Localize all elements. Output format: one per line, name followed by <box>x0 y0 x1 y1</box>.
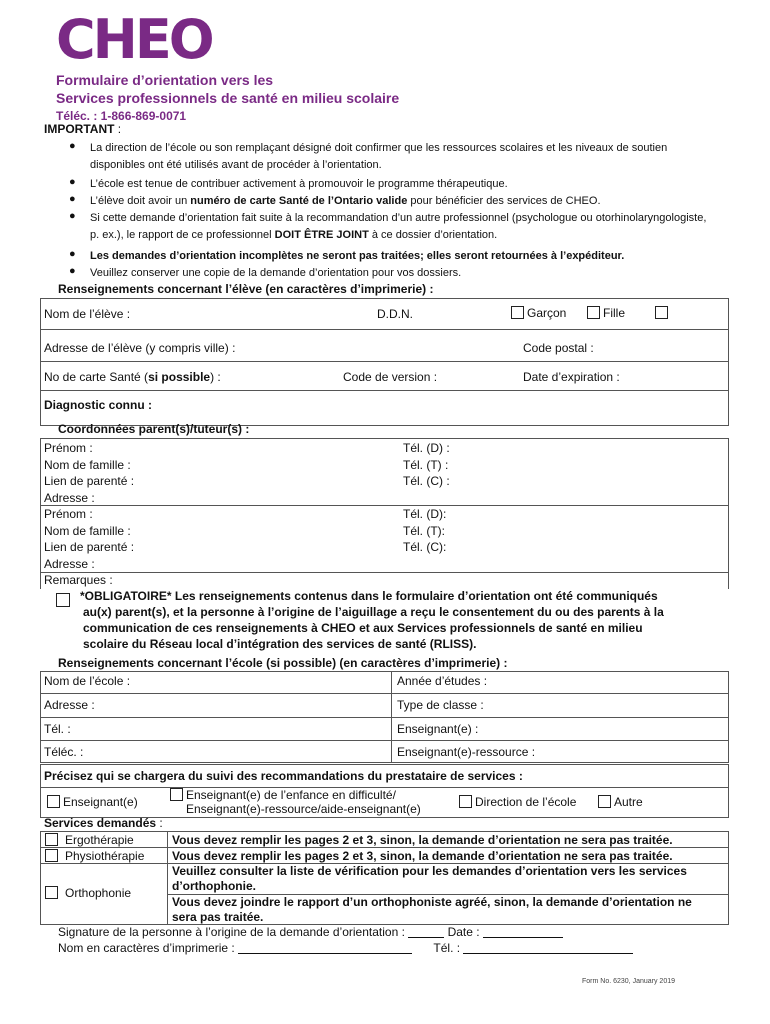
cheo-logo: CHEO <box>56 8 212 71</box>
followup-special-label2: Enseignant(e)-ressource/aide-enseignant(e) <box>186 802 421 816</box>
bullet-6: Veuillez conserver une copie de la demande d’orientation pour vos dossiers. <box>90 267 462 279</box>
student-heading: Renseignements concernant l’élève (en caractères d’imprimerie) : <box>58 282 434 296</box>
pt-label: Physiothérapie <box>65 849 145 863</box>
followup-principal-box[interactable] <box>459 795 472 808</box>
bullet-1: La direction de l’école ou son remplaçant désigné doit confirmer que les ressources scolaires et les niveaux de soutien disponibles ont été utilisés avant de procéder à l’orientation. <box>90 142 668 171</box>
girl-checkbox[interactable] <box>587 306 625 320</box>
signature-tel-label: Tél. : <box>433 941 461 955</box>
teacher-field[interactable]: Enseignant(e) : <box>397 722 479 736</box>
pt-note: Vous devez remplir les pages 2 et 3, sinon, la demande d’orientation ne sera pas traitée. <box>172 849 673 863</box>
consent-text: *OBLIGATOIRE* Les renseignements contenus dans le formulaire d’orientation ont été communiqués au(x) parent(s), et la personne à l’origine de l’aiguillage a reçu le consentement du ou des parents à la communication de ces renseignements à CHEO et aux Services professionnels de santé en milieu scolaire du Réseau local d’intégration des services de santé (RLISS). <box>80 589 664 651</box>
bullet-2: L’école est tenue de contribuer activement à promouvoir le programme thérapeutique. <box>90 178 508 190</box>
bullet-4: Si cette demande d’orientation fait suite à la recommandation d’un autre professionnel (psychologue ou otorhinolaryngologiste, p. ex.), le rapport de ce professionnel DOIT ÊTRE JOINT à ce dossier d’orientation. <box>90 212 707 241</box>
print-name-line <box>58 941 633 955</box>
form-number: Form No. 6230, January 2019 <box>582 978 675 985</box>
boy-label: Garçon <box>527 306 567 320</box>
parent2-fields[interactable]: Prénom : Nom de famille : Lien de parenté : Adresse : <box>44 507 135 571</box>
ot-note: Vous devez remplir les pages 2 et 3, sinon, la demande d’orientation ne sera pas traitée. <box>172 833 673 847</box>
school-heading: Renseignements concernant l’école (si possible) (en caractères d’imprimerie) : <box>58 656 508 670</box>
followup-other-label: Autre <box>614 795 643 809</box>
class-type-field[interactable]: Type de classe : <box>397 698 484 712</box>
signature-field[interactable] <box>408 925 444 938</box>
girl-label: Fille <box>603 306 626 320</box>
dob-field[interactable]: D.D.N. <box>377 307 413 321</box>
followup-teacher-option[interactable] <box>47 795 138 809</box>
slp-note1: Veuillez consulter la liste de vérification pour les demandes d’orientation vers les services d’orthophonie. <box>172 864 687 893</box>
consent-box[interactable] <box>56 593 70 607</box>
slp-label: Orthophonie <box>65 886 132 900</box>
ot-option[interactable] <box>45 833 134 847</box>
expiry-date-field[interactable]: Date d’expiration : <box>523 370 620 384</box>
school-address-field[interactable]: Adresse : <box>44 698 95 712</box>
followup-principal-option[interactable] <box>459 795 576 809</box>
form-title-line1: Formulaire d’orientation vers les <box>56 72 274 88</box>
resource-teacher-field[interactable]: Enseignant(e)-ressource : <box>397 745 536 759</box>
date-field[interactable] <box>483 925 563 938</box>
student-name-field[interactable]: Nom de l’élève : <box>44 307 131 321</box>
bullet-3: L’élève doit avoir un numéro de carte Santé de l’Ontario valide pour bénéficier des services de CHEO. <box>90 195 601 207</box>
slp-note2: Vous devez joindre le rapport d’un orthophoniste agréé, sinon, la demande d’orientation ne sera pas traitée. <box>172 895 692 924</box>
followup-special-label1: Enseignant(e) de l’enfance en difficulté/ <box>186 788 396 802</box>
student-address-field[interactable]: Adresse de l’élève (y compris ville) : <box>44 341 236 355</box>
parents-heading: Coordonnées parent(s)/tuteur(s) : <box>58 422 250 436</box>
form-title-line2: Services professionnels de santé en milieu scolaire <box>56 90 400 106</box>
followup-teacher-label: Enseignant(e) <box>63 795 138 809</box>
school-tel-field[interactable]: Tél. : <box>44 722 71 736</box>
school-table <box>40 671 729 763</box>
followup-special-option[interactable] <box>170 788 421 816</box>
important-label: IMPORTANT : <box>44 122 122 136</box>
signature-label: Signature de la personne à l’origine de la demande d’orientation : <box>58 925 405 939</box>
print-name-label: Nom en caractères d’imprimerie : <box>58 941 235 955</box>
parents-table <box>40 438 729 589</box>
consent-checkbox[interactable] <box>56 593 73 608</box>
postal-code-field[interactable]: Code postal : <box>523 341 594 355</box>
bullet-5: Les demandes d’orientation incomplètes ne seront pas traitées; elles seront retournées à l’expéditeur. <box>90 250 625 262</box>
school-fax-field[interactable]: Téléc. : <box>44 745 84 759</box>
diagnosis-field[interactable]: Diagnostic connu : <box>44 398 152 412</box>
signature-tel-field[interactable] <box>463 941 633 954</box>
other-gender-box[interactable] <box>655 306 668 319</box>
grade-field[interactable]: Année d’études : <box>397 674 488 688</box>
followup-teacher-box[interactable] <box>47 795 60 808</box>
version-code-field[interactable]: Code de version : <box>343 370 438 384</box>
ot-box[interactable] <box>45 833 58 846</box>
boy-box[interactable] <box>511 306 524 319</box>
student-table <box>40 298 729 426</box>
followup-principal-label: Direction de l’école <box>475 795 577 809</box>
health-card-field[interactable]: No de carte Santé (si possible) : <box>44 370 221 384</box>
followup-other-option[interactable] <box>598 795 643 809</box>
print-name-field[interactable] <box>238 941 412 954</box>
followup-other-box[interactable] <box>598 795 611 808</box>
ot-label: Ergothérapie <box>65 833 134 847</box>
boy-checkbox[interactable] <box>511 306 566 320</box>
services-table <box>40 831 729 925</box>
signature-line <box>58 925 563 939</box>
pt-box[interactable] <box>45 849 58 862</box>
slp-option[interactable] <box>45 886 131 900</box>
followup-special-box[interactable] <box>170 788 183 801</box>
date-label: Date : <box>447 925 480 939</box>
other-gender-checkbox[interactable] <box>655 306 671 320</box>
girl-box[interactable] <box>587 306 600 319</box>
remarks-field[interactable]: Remarques : <box>44 573 113 587</box>
parent1-fields[interactable]: Prénom : Nom de famille : Lien de parenté : Adresse : <box>44 441 135 505</box>
fax-number: Téléc. : 1-866-869-0071 <box>56 109 187 123</box>
followup-heading: Précisez qui se chargera du suivi des recommandations du prestataire de services : <box>44 769 523 783</box>
followup-section <box>40 764 729 818</box>
parent2-phones[interactable]: Tél. (D): Tél. (T): Tél. (C): <box>403 507 447 555</box>
slp-box[interactable] <box>45 886 58 899</box>
pt-option[interactable] <box>45 849 144 863</box>
school-name-field[interactable]: Nom de l’école : <box>44 674 131 688</box>
services-heading: Services demandés : <box>44 816 163 830</box>
parent1-phones[interactable]: Tél. (D) : Tél. (T) : Tél. (C) : <box>403 441 450 489</box>
